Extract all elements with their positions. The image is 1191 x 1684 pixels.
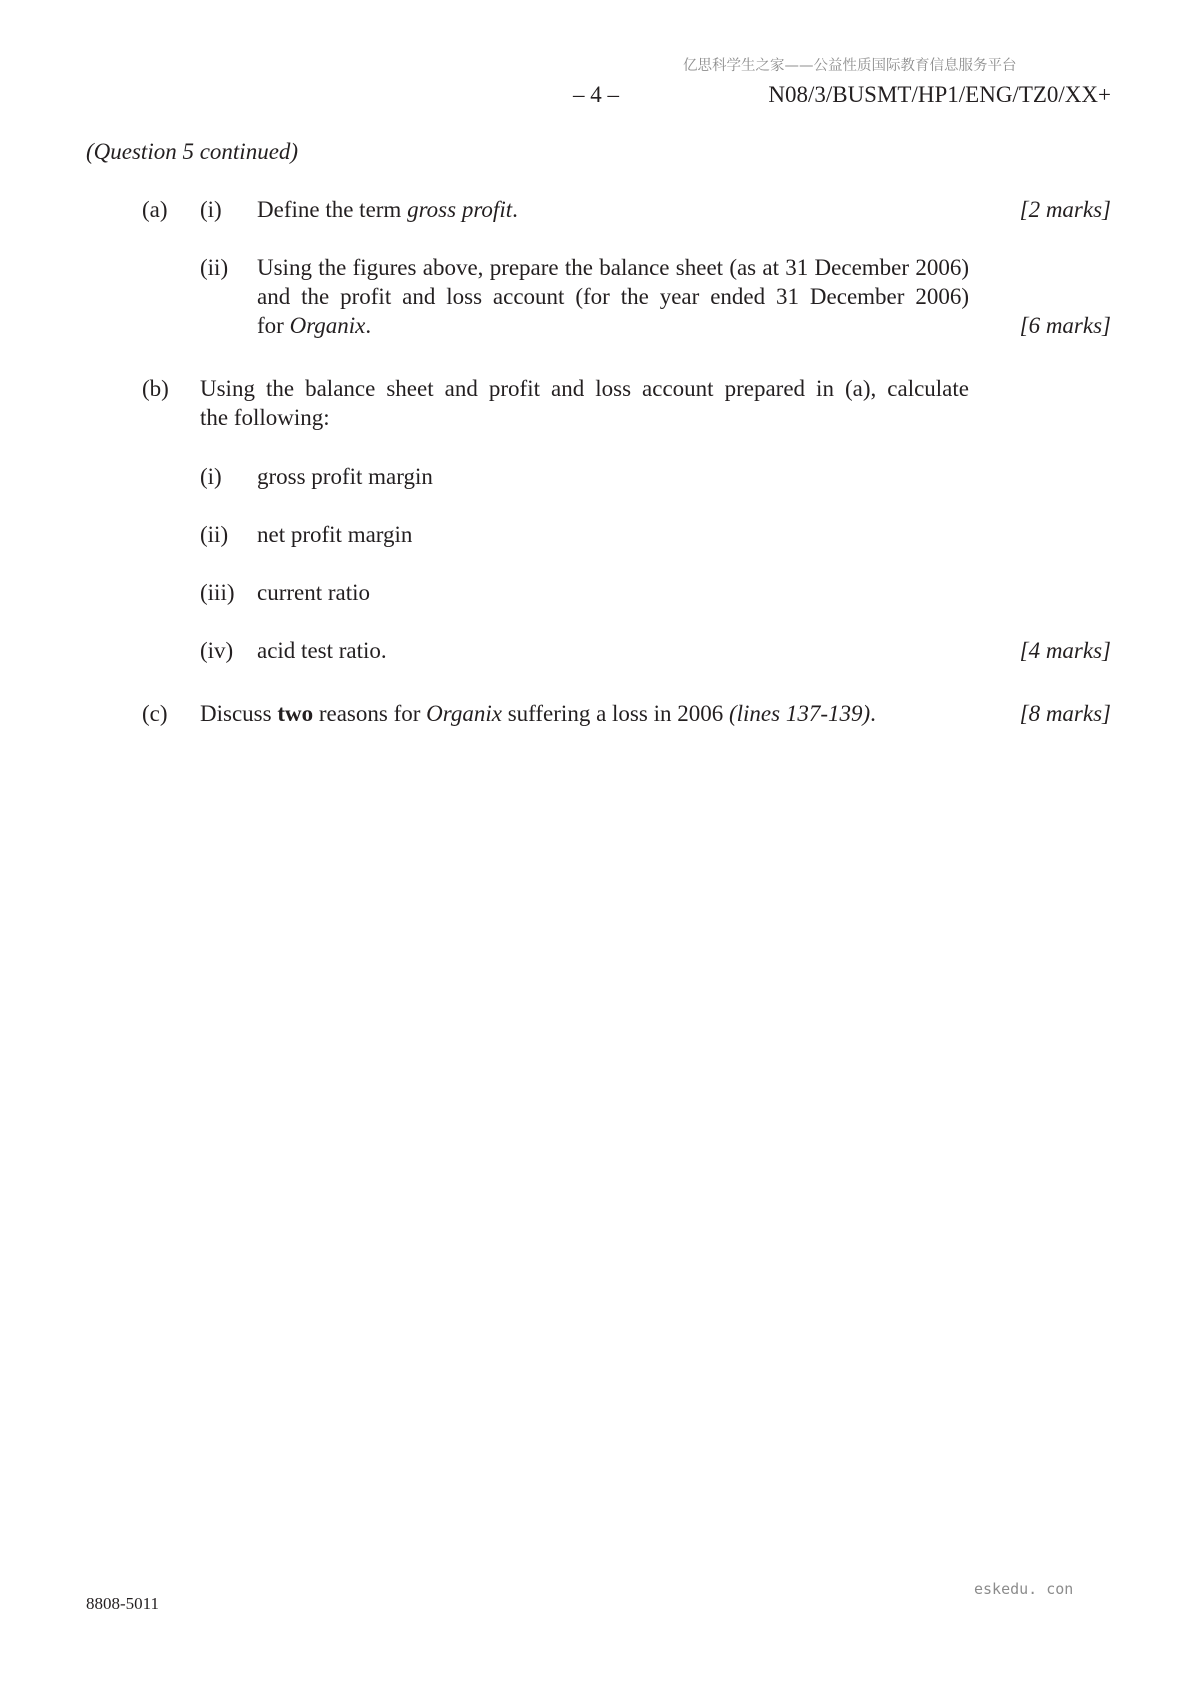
question-continued: (Question 5 continued) [86,139,299,164]
watermark-top: 亿思科学生之家——公益性质国际教育信息服务平台 [683,58,1017,74]
part-b-line1: Using the balance sheet and profit and loss account prepared in (a), calculate [200,376,969,401]
part-a-ii-text [257,253,969,340]
part-b-line2: the following: [200,405,330,430]
part-c-line-ref: (lines 137-139) [728,701,871,726]
watermark-bottom: eskedu. con [974,1580,1074,1598]
paper-code: N08/3/BUSMT/HP1/ENG/TZ0/XX+ [768,82,1111,107]
part-c-text [200,699,876,728]
part-c-text-end: . [870,701,876,726]
part-a-i-label: (i) [200,197,222,222]
part-a-ii-line2: and the profit and loss account (for the year ended 31 December 2006) [257,284,969,309]
part-a-i-text [257,195,518,224]
part-c-text-post: suffering a loss in 2006 [501,701,729,726]
footer-code: 8808-5011 [86,1594,160,1613]
part-a-i-text-pre: Define the term [257,197,408,222]
part-b-iii-text: current ratio [257,580,371,605]
part-b-i-text: gross profit margin [257,464,433,489]
part-b-iii-label: (iii) [200,580,235,605]
part-a-ii-label: (ii) [200,255,229,280]
part-b-marks: [4 marks] [1019,638,1111,663]
part-a-ii-line3-post: . [365,313,372,338]
part-b-label: (b) [142,376,169,401]
term-gross-profit: gross profit [407,197,513,222]
part-a-ii-line3 [257,311,969,340]
part-c-marks: [8 marks] [1019,701,1111,726]
part-b-iv-label: (iv) [200,638,234,663]
part-a-ii-line3-pre: for [257,313,290,338]
part-a-ii-line1: Using the figures above, prepare the balance sheet (as at 31 December 2006) [257,255,969,280]
part-c-two: two [277,701,314,726]
part-a-i-text-post: . [512,197,518,222]
part-c-text-pre: Discuss [200,701,278,726]
part-c-company: Organix [426,701,502,726]
part-b-i-label: (i) [200,464,222,489]
part-a-i-marks: [2 marks] [1019,197,1111,222]
part-c-label: (c) [142,701,168,726]
part-c-text-mid: reasons for [313,701,427,726]
part-a-label: (a) [142,197,168,222]
part-b-ii-text: net profit margin [257,522,413,547]
page-number: – 4 – [573,82,619,107]
part-b-iv-text: acid test ratio. [257,638,387,663]
company-name: Organix [289,313,366,338]
part-a-ii-marks: [6 marks] [1019,313,1111,338]
part-b-text [200,374,969,432]
part-b-ii-label: (ii) [200,522,229,547]
